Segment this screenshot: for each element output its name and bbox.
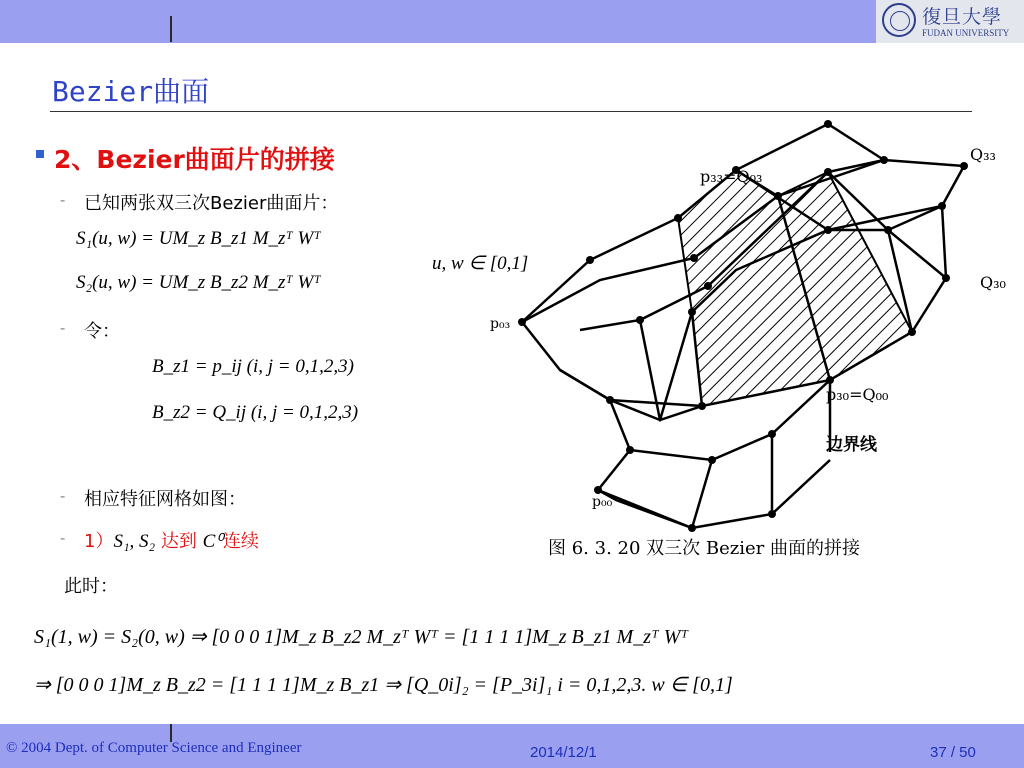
dash-icon: - bbox=[60, 488, 66, 505]
seal-icon bbox=[882, 3, 916, 37]
equation-2: ⇒ [0 0 0 1]M_z B_z2 = [1 1 1 1]M_z B_z1 ⇒ [Q_0i]₂ = [P_3i]₁ i = 0,1,2,3. w ∈ [0,1] bbox=[34, 674, 733, 696]
label-q33: Q₃₃ bbox=[970, 145, 996, 164]
footer-date: 2014/12/1 bbox=[530, 744, 597, 761]
footer-copyright: © 2004 Dept. of Computer Science and Engineer bbox=[6, 740, 302, 756]
slide-title: Bezier曲面 bbox=[52, 75, 210, 108]
item-known-patches: 已知两张双三次Bezier曲面片： bbox=[84, 193, 339, 214]
figure-caption: 图 6. 3. 20 双三次 Bezier 曲面的拼接 bbox=[548, 538, 860, 559]
formula-bz2: B_z2 = Q_ij (i, j = 0,1,2,3) bbox=[152, 402, 359, 423]
bullet-square-icon bbox=[36, 150, 44, 158]
footer-page-number: 37 / 50 bbox=[930, 744, 976, 761]
label-q30: Q₃₀ bbox=[980, 273, 1006, 292]
item-let: 令： bbox=[84, 321, 120, 342]
item-continuity-suffix: 连续 bbox=[222, 531, 259, 552]
section-heading: 2、Bezier曲面片的拼接 bbox=[54, 145, 335, 174]
item-mesh: 相应特征网格如图： bbox=[84, 489, 246, 510]
dash-icon: - bbox=[60, 192, 66, 209]
item-continuity-c0: C⁰ bbox=[202, 531, 223, 552]
logo-chinese: 復旦大學 bbox=[922, 6, 1003, 28]
mesh-figure bbox=[480, 110, 1020, 570]
hatched-region bbox=[678, 170, 912, 406]
item-continuity bbox=[84, 527, 259, 553]
item-then: 此时： bbox=[64, 576, 118, 597]
formula-s2: S₂(u, w) = UM_z B_z2 M_zᵀ Wᵀ bbox=[76, 272, 321, 293]
item-continuity-prefix: 1） bbox=[84, 531, 114, 552]
dash-icon: - bbox=[60, 530, 66, 547]
label-p00: p₀₀ bbox=[592, 494, 613, 510]
top-band bbox=[0, 0, 1024, 43]
logo-english: FUDAN UNIVERSITY bbox=[922, 28, 1010, 38]
top-divider bbox=[170, 16, 172, 42]
formula-s1: S₁(u, w) = UM_z B_z1 M_zᵀ Wᵀ bbox=[76, 228, 321, 249]
item-continuity-vars: S₁, S₂ bbox=[113, 531, 156, 552]
equation-1: S₁(1, w) = S₂(0, w) ⇒ [0 0 0 1]M_z B_z2 M_zᵀ Wᵀ = [1 1 1 1]M_z B_z1 M_zᵀ Wᵀ bbox=[34, 626, 689, 648]
dash-icon: - bbox=[60, 320, 66, 337]
item-continuity-mid: 达到 bbox=[160, 531, 197, 552]
label-p30: p₃₀=Q₀₀ bbox=[826, 385, 889, 404]
label-p33: p₃₃=Q₀₃ bbox=[700, 167, 763, 186]
label-boundary: 边界线 bbox=[826, 435, 877, 455]
formula-domain: u, w ∈ [0,1] bbox=[432, 253, 529, 274]
formula-bz1: B_z1 = p_ij (i, j = 0,1,2,3) bbox=[152, 356, 354, 377]
university-logo bbox=[876, 0, 1024, 43]
label-p03: p₀₃ bbox=[490, 316, 511, 332]
